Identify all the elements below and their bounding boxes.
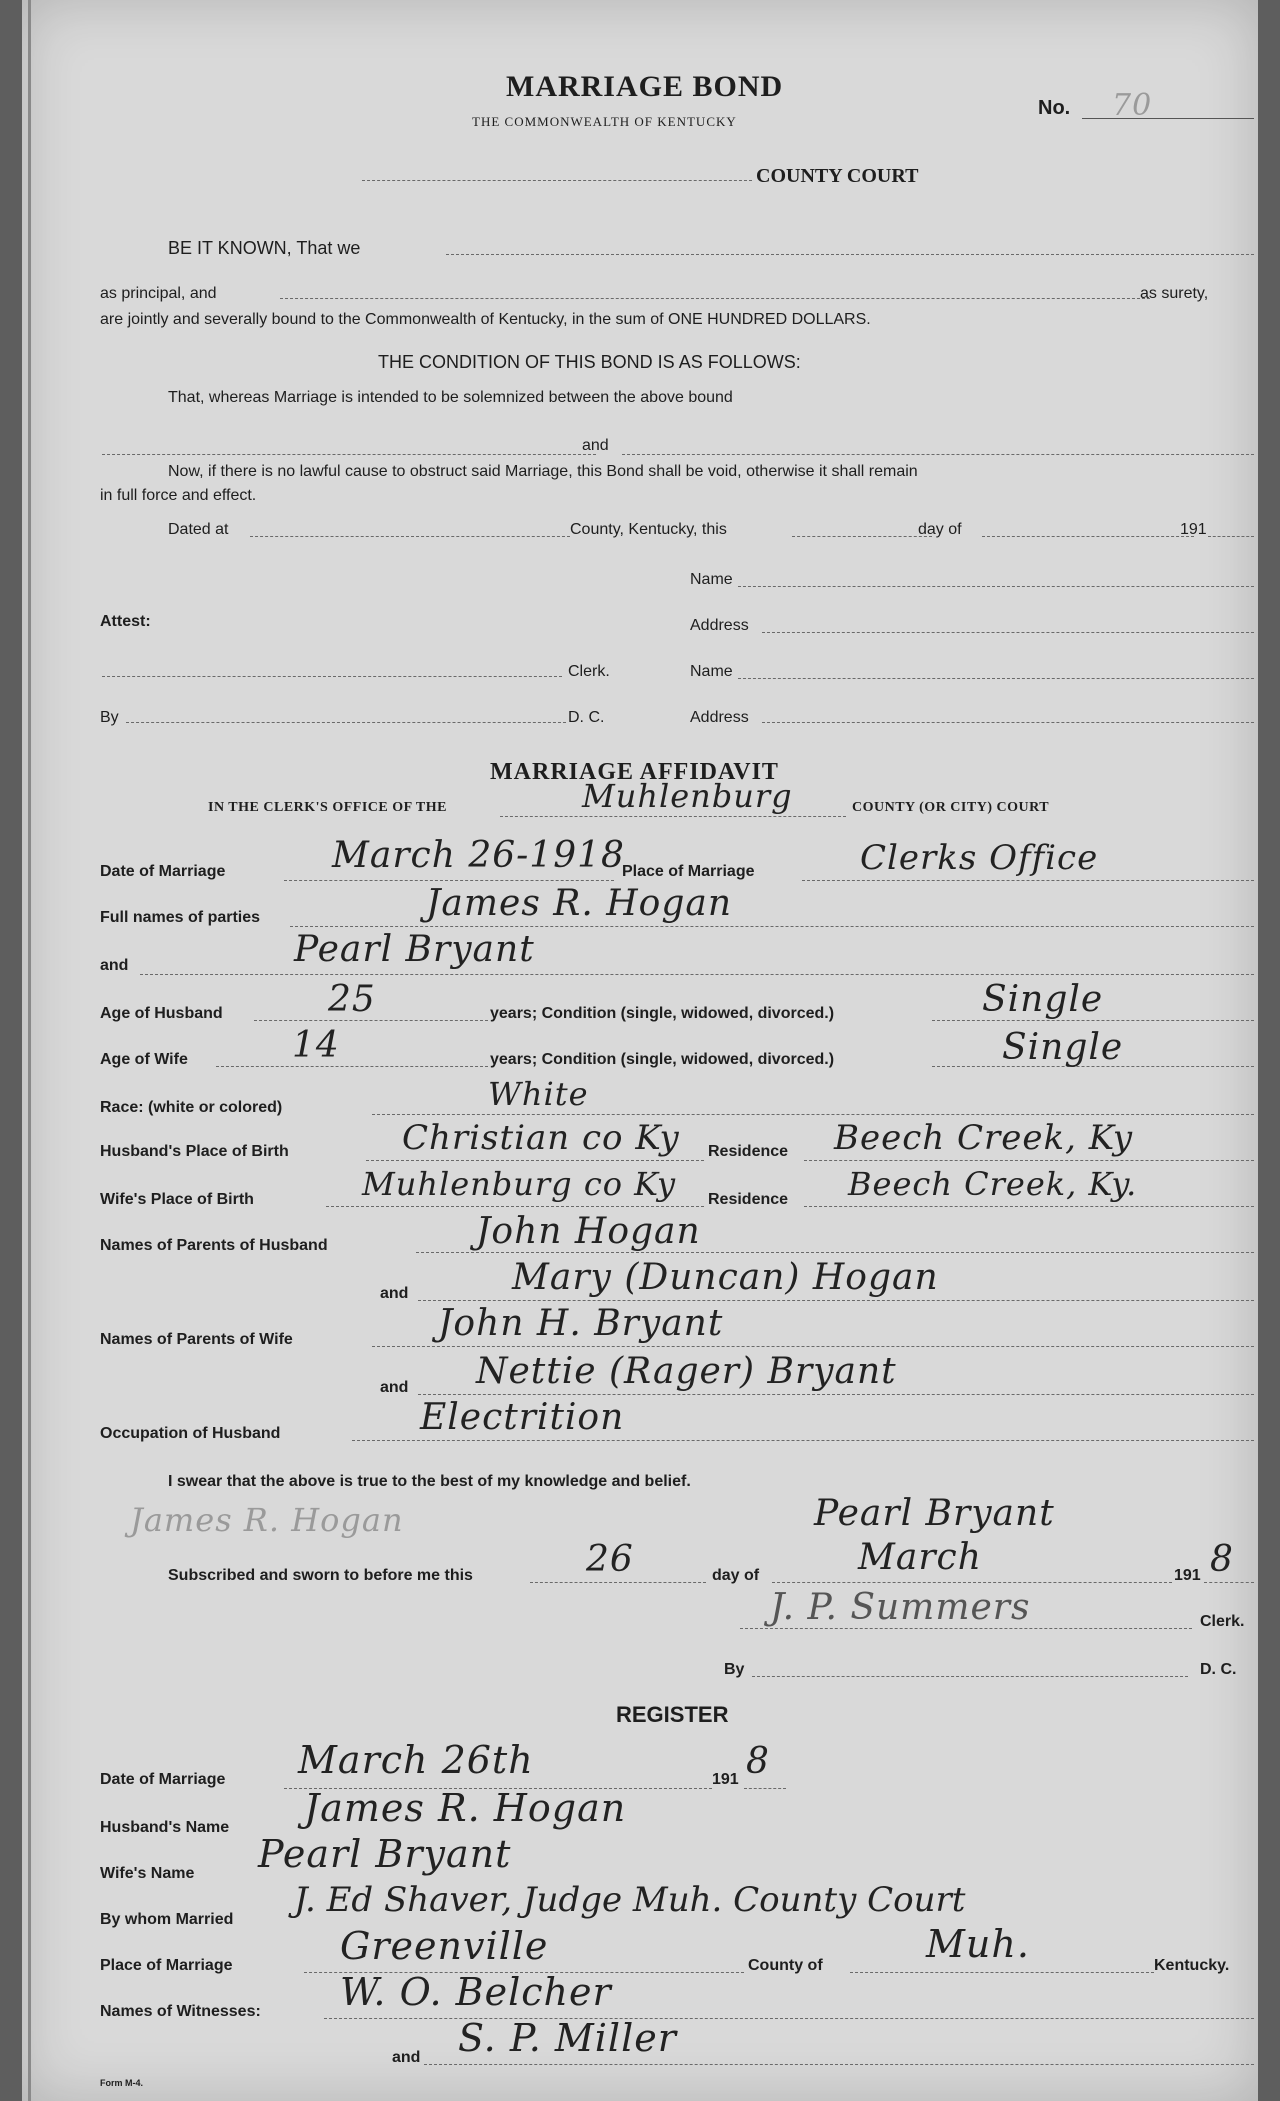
husband-birth-value: Christian co Ky: [402, 1118, 680, 1158]
affidavit-by-line: [752, 1676, 1188, 1677]
county-court-line: [362, 180, 752, 181]
subscribed-day-line: [530, 1582, 706, 1583]
husband-condition-value: Single: [982, 979, 1104, 1020]
register-county-of: County of: [748, 1957, 823, 1974]
as-principal: as principal, and: [100, 285, 217, 302]
occupation-line: [352, 1440, 1254, 1441]
register-husband-label: Husband's Name: [100, 1819, 230, 1836]
bound-party1-line: [102, 454, 596, 455]
wife-full-name-line: [140, 974, 1254, 975]
husband-father-value: John Hogan: [476, 1211, 701, 1252]
age-wife-label: Age of Wife: [100, 1051, 188, 1068]
subscribed-day-of: day of: [712, 1567, 760, 1584]
register-county-line: [850, 1972, 1154, 1973]
bound-and: and: [582, 437, 609, 454]
wife-condition-value: Single: [1002, 1027, 1124, 1068]
subscribed-day-value: 26: [586, 1539, 634, 1580]
husband-birth-line: [366, 1160, 704, 1161]
subscribed-month-value: March: [858, 1537, 982, 1578]
affidavit-office-suffix: COUNTY (OR CITY) COURT: [852, 800, 1050, 815]
bond-year-prefix: 191: [1180, 521, 1207, 538]
wife-birth-value: Muhlenburg co Ky: [362, 1165, 677, 1203]
register-year-prefix: 191: [712, 1771, 739, 1788]
register-husband-value: James R. Hogan: [304, 1786, 627, 1830]
dated-at: Dated at: [168, 521, 229, 538]
wife-residence-value: Beech Creek, Ky.: [848, 1165, 1138, 1203]
wife-full-name: Pearl Bryant: [294, 929, 535, 970]
principal-address-line: [762, 632, 1254, 633]
subscribed-year-digit: 8: [1210, 1539, 1234, 1580]
bond-title: MARRIAGE BOND: [506, 70, 784, 103]
bond-number-value: 70: [1112, 88, 1153, 123]
now-if-text-2: in full force and effect.: [100, 487, 257, 504]
bond-day-of: day of: [918, 521, 962, 538]
form-number: Form M-4.: [100, 2078, 144, 2088]
dated-at-line: [250, 536, 570, 537]
bond-day-line: [792, 536, 932, 537]
register-wife-value: Pearl Bryant: [258, 1832, 512, 1876]
register-year-digit: 8: [746, 1741, 770, 1782]
wife-mother-line: [418, 1394, 1254, 1395]
age-wife-value: 14: [292, 1025, 340, 1066]
register-date-value: March 26th: [298, 1738, 534, 1782]
wife-father-value: John H. Bryant: [438, 1303, 724, 1344]
affidavit-clerk-line: [740, 1628, 1192, 1629]
county-ky-this: County, Kentucky, this: [570, 521, 727, 538]
wife-and-label: and: [100, 957, 129, 974]
parents-wife-label: Names of Parents of Wife: [100, 1331, 293, 1348]
surety-address-line: [762, 722, 1254, 723]
principal-address-label: Address: [690, 617, 749, 634]
husband-condition-line: [932, 1020, 1254, 1021]
husband-signature: James R. Hogan: [130, 1501, 404, 1539]
attest-by-line: [126, 722, 566, 723]
wife-residence-label: Residence: [708, 1191, 789, 1208]
marriage-bond-form: [22, 0, 1258, 2101]
now-if-text-1: Now, if there is no lawful cause to obstruct said Marriage, this Bond shall be void, otherwise it shall remain: [168, 463, 918, 480]
surety-address-label: Address: [690, 709, 749, 726]
attest-dc: D. C.: [568, 709, 605, 726]
register-kentucky: Kentucky.: [1154, 1957, 1230, 1974]
register-date-label: Date of Marriage: [100, 1771, 226, 1788]
husband-mother-line: [418, 1300, 1254, 1301]
affidavit-date-line: [284, 880, 614, 881]
husband-father-line: [416, 1252, 1254, 1253]
register-place-label: Place of Marriage: [100, 1957, 233, 1974]
swear-text: I swear that the above is true to the best of my knowledge and belief.: [168, 1473, 691, 1490]
attest-label: Attest:: [100, 613, 151, 630]
age-wife-line: [216, 1066, 488, 1067]
race-label: Race: (white or colored): [100, 1099, 283, 1116]
as-surety: as surety,: [1140, 285, 1209, 302]
attest-clerk: Clerk.: [568, 663, 610, 680]
surety-name-line: [738, 678, 1254, 679]
bond-subtitle: THE COMMONWEALTH OF KENTUCKY: [472, 114, 737, 129]
surety-line: [280, 298, 1150, 299]
register-witnesses-label: Names of Witnesses:: [100, 2003, 261, 2020]
full-names-label: Full names of parties: [100, 909, 261, 926]
register-place-value: Greenville: [340, 1924, 549, 1968]
race-value: White: [488, 1075, 589, 1113]
register-by-whom-label: By whom Married: [100, 1911, 234, 1928]
affidavit-county-value: Muhlenburg: [582, 777, 793, 815]
husband-residence-value: Beech Creek, Ky: [834, 1118, 1134, 1158]
affidavit-office-prefix: IN THE CLERK'S OFFICE OF THE: [208, 800, 447, 815]
register-witness1-value: W. O. Belcher: [340, 1970, 612, 2014]
principal-name-label: Name: [690, 571, 733, 588]
wife-residence-line: [804, 1206, 1254, 1207]
subscribed-text: Subscribed and sworn to before me this: [168, 1567, 473, 1584]
bond-year-line: [1208, 536, 1254, 537]
affidavit-clerk-label: Clerk.: [1200, 1613, 1245, 1630]
register-witness2-and: and: [392, 2049, 421, 2066]
register-title: REGISTER: [616, 1702, 729, 1727]
county-court-label: COUNTY COURT: [756, 165, 919, 187]
husband-residence-line: [804, 1160, 1254, 1161]
wife-birth-line: [326, 1206, 704, 1207]
be-it-known: BE IT KNOWN, That we: [168, 238, 361, 258]
occupation-label: Occupation of Husband: [100, 1425, 281, 1442]
age-husband-label: Age of Husband: [100, 1005, 223, 1022]
wife-birth-label: Wife's Place of Birth: [100, 1191, 254, 1208]
jointly-text: are jointly and severally bound to the Commonwealth of Kentucky, in the sum of ONE HUNDRED DOLLARS.: [100, 311, 871, 328]
race-line: [372, 1114, 1254, 1115]
age-husband-line: [254, 1020, 488, 1021]
wife-years-condition: years; Condition (single, widowed, divorced.): [490, 1051, 835, 1068]
affidavit-county-line: [500, 816, 846, 817]
wife-mother-value: Nettie (Rager) Bryant: [476, 1351, 897, 1392]
subscribed-year-prefix: 191: [1174, 1567, 1201, 1584]
husband-mother-value: Mary (Duncan) Hogan: [512, 1257, 939, 1298]
attest-clerk-line: [102, 676, 562, 677]
husband-full-name: James R. Hogan: [426, 883, 733, 924]
parents-husband-label: Names of Parents of Husband: [100, 1237, 328, 1254]
bond-month-line: [982, 536, 1194, 537]
register-witness2-line: [424, 2064, 1254, 2065]
register-year-line: [744, 1788, 786, 1789]
affidavit-place-label: Place of Marriage: [622, 863, 755, 880]
affidavit-place-line: [802, 880, 1254, 881]
principal-name-line: [738, 586, 1254, 587]
surety-name-label: Name: [690, 663, 733, 680]
affidavit-clerk-signature: J. P. Summers: [770, 1587, 1031, 1628]
husband-birth-label: Husband's Place of Birth: [100, 1143, 289, 1160]
husband-years-condition: years; Condition (single, widowed, divorced.): [490, 1005, 835, 1022]
husband-residence-label: Residence: [708, 1143, 789, 1160]
subscribed-year-line: [1204, 1582, 1254, 1583]
register-witness2-value: S. P. Miller: [458, 2016, 677, 2060]
bond-number-label: No.: [1038, 97, 1071, 119]
wife-father-line: [372, 1346, 1254, 1347]
husband-mother-and: and: [380, 1285, 409, 1302]
attest-by: By: [100, 709, 119, 726]
bound-party2-line: [622, 454, 1254, 455]
affidavit-date-label: Date of Marriage: [100, 863, 226, 880]
age-husband-value: 25: [328, 979, 376, 1020]
register-county-value: Muh.: [926, 1922, 1030, 1966]
register-wife-label: Wife's Name: [100, 1865, 195, 1882]
occupation-value: Electrition: [420, 1397, 625, 1438]
affidavit-dc-label: D. C.: [1200, 1661, 1237, 1678]
register-by-whom-value: J. Ed Shaver, Judge Muh. County Court: [294, 1880, 966, 1920]
principal-line: [446, 254, 1254, 255]
whereas-text: That, whereas Marriage is intended to be solemnized between the above bound: [168, 389, 733, 406]
affidavit-place-value: Clerks Office: [860, 838, 1099, 878]
subscribed-month-line: [772, 1582, 1172, 1583]
full-names-line: [290, 926, 1254, 927]
wife-mother-and: and: [380, 1379, 409, 1396]
affidavit-by-label: By: [724, 1661, 745, 1678]
wife-signature: Pearl Bryant: [814, 1493, 1055, 1534]
bond-number-line: [1082, 118, 1254, 119]
condition-heading: THE CONDITION OF THIS BOND IS AS FOLLOWS:: [378, 352, 801, 372]
affidavit-date-value: March 26-1918: [332, 835, 625, 876]
affidavit-title: MARRIAGE AFFIDAVIT: [490, 759, 779, 785]
